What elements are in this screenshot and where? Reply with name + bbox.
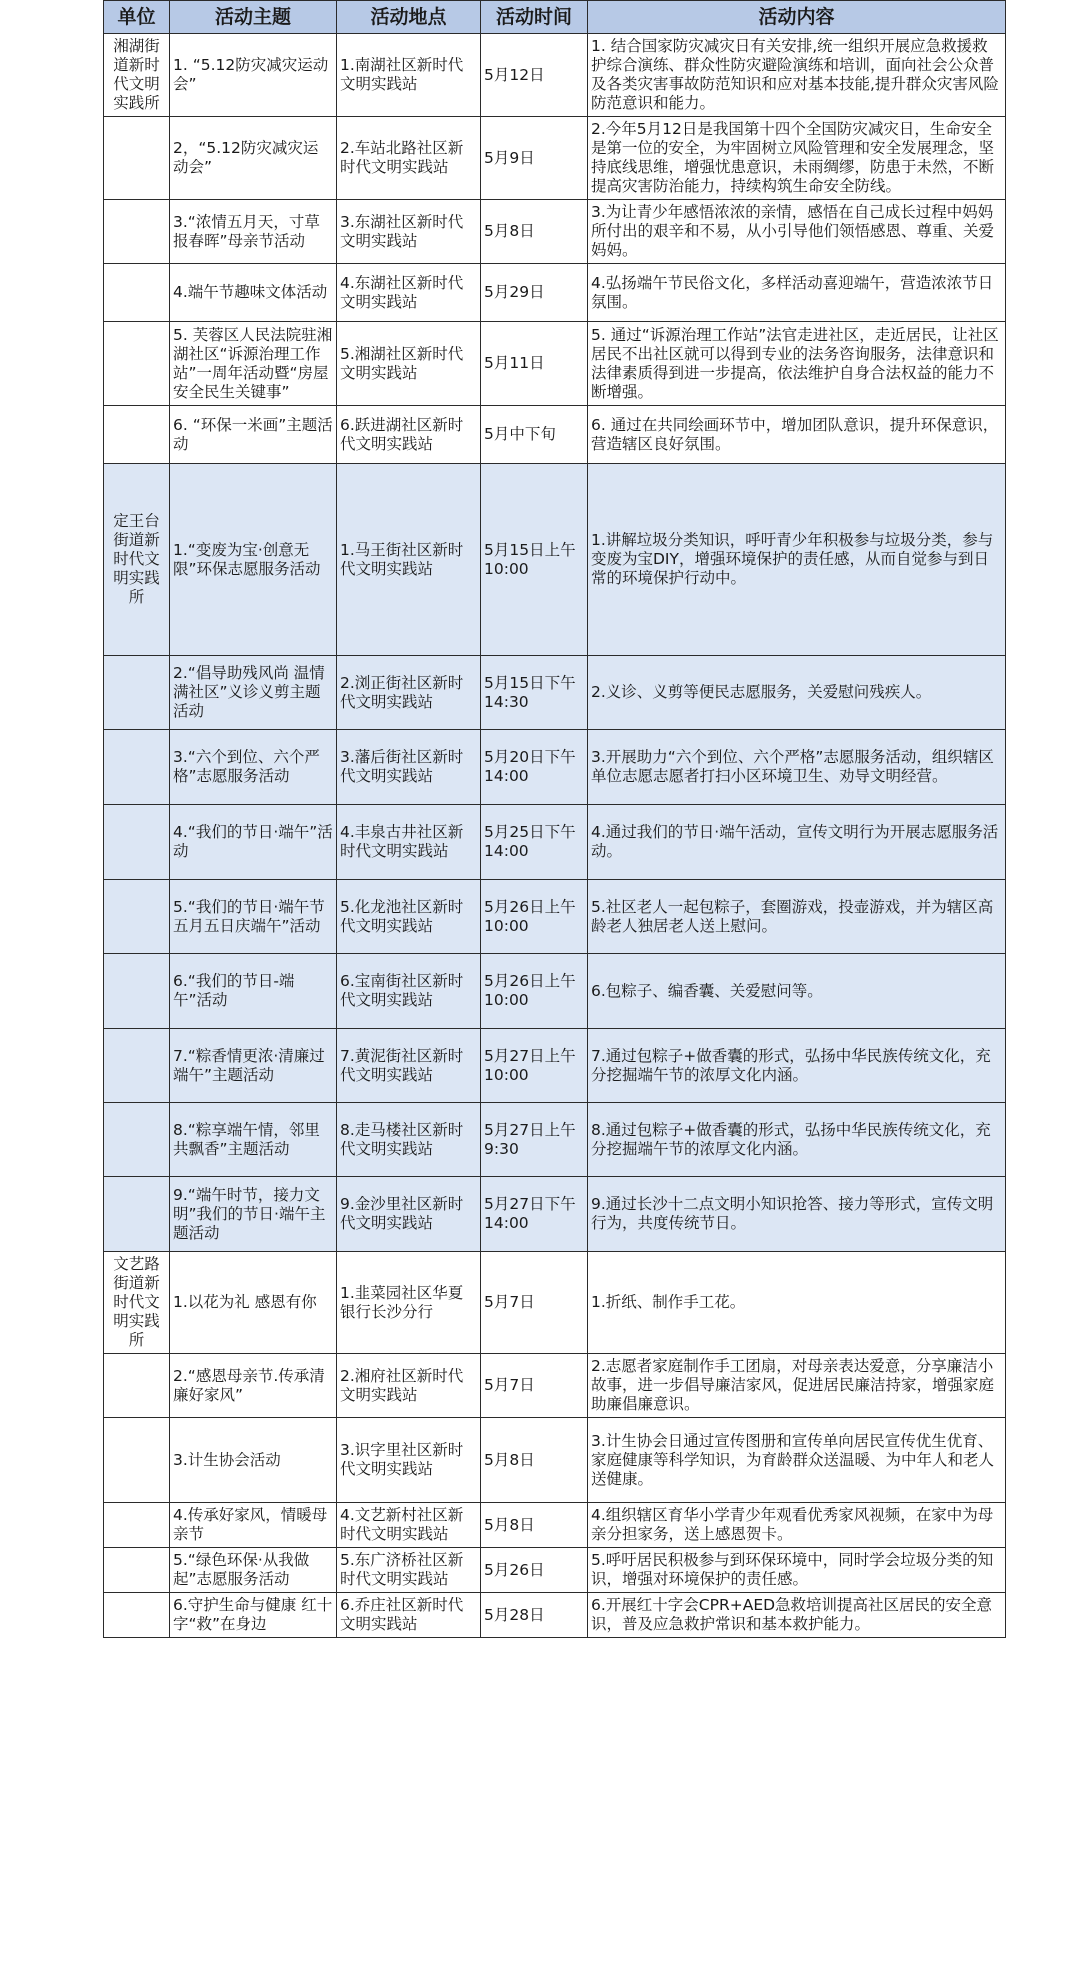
unit-cell <box>104 1548 170 1593</box>
activity-table <box>103 0 1006 1638</box>
time-cell: 5月20日下午14:00 <box>481 730 588 805</box>
place-cell: 2.湘府社区新时代文明实践站 <box>337 1354 481 1418</box>
content-cell: 6.包粽子、编香囊、关爱慰问等。 <box>588 954 1006 1029</box>
place-cell: 5.化龙池社区新时代文明实践站 <box>337 880 481 954</box>
time-cell: 5月26日 <box>481 1548 588 1593</box>
topic-cell: 3.“浓情五月天，寸草报春晖”母亲节活动 <box>170 200 337 264</box>
content-cell: 8.通过包粽子+做香囊的形式，弘扬中华民族传统文化，充分挖掘端午节的浓厚文化内涵。 <box>588 1103 1006 1177</box>
header-place: 活动地点 <box>337 1 481 34</box>
content-cell: 6. 通过在共同绘画环节中，增加团队意识，提升环保意识，营造辖区良好氛围。 <box>588 406 1006 464</box>
content-cell: 5.呼吁居民积极参与到环保环境中，同时学会垃圾分类的知识，增强对环境保护的责任感。 <box>588 1548 1006 1593</box>
unit-cell <box>104 1103 170 1177</box>
header-time: 活动时间 <box>481 1 588 34</box>
topic-cell: 5. 芙蓉区人民法院驻湘湖社区“诉源治理工作站”一周年活动暨“房屋安全民生关键事” <box>170 322 337 406</box>
table-row <box>104 117 1006 200</box>
topic-cell: 3.计生协会活动 <box>170 1418 337 1503</box>
content-cell: 6.开展红十字会CPR+AED急救培训提高社区居民的安全意识，普及应急救护常识和基本救护能力。 <box>588 1593 1006 1638</box>
unit-cell <box>104 1418 170 1503</box>
topic-cell: 6. “环保一米画”主题活动 <box>170 406 337 464</box>
content-cell: 3.为让青少年感悟浓浓的亲情，感悟在自己成长过程中妈妈所付出的艰辛和不易，从小引导他们领悟感恩、尊重、关爱妈妈。 <box>588 200 1006 264</box>
topic-cell: 6.守护生命与健康 红十字“救”在身边 <box>170 1593 337 1638</box>
time-cell: 5月7日 <box>481 1252 588 1354</box>
unit-cell: 湘湖街道新时代文明实践所 <box>104 34 170 117</box>
place-cell: 1.韭菜园社区华夏银行长沙分行 <box>337 1252 481 1354</box>
unit-cell <box>104 1593 170 1638</box>
content-cell: 2.今年5月12日是我国第十四个全国防灾减灾日，生命安全是第一位的安全，为牢固树立风险管理和安全发展理念，坚持底线思维，增强忧患意识，未雨绸缪，防患于未然，不断提高灾害防治能力，持续构筑生命安全防线。 <box>588 117 1006 200</box>
topic-cell: 9.“端午时节，接力文明”我们的节日·端午主题活动 <box>170 1177 337 1252</box>
topic-cell: 6.“我们的节日-端午”活动 <box>170 954 337 1029</box>
table-row <box>104 954 1006 1029</box>
content-cell: 2.志愿者家庭制作手工团扇，对母亲表达爱意，分享廉洁小故事，进一步倡导廉洁家风，促进居民廉洁持家，增强家庭助廉倡廉意识。 <box>588 1354 1006 1418</box>
table-row <box>104 880 1006 954</box>
time-cell: 5月7日 <box>481 1354 588 1418</box>
content-cell: 3.计生协会日通过宣传图册和宣传单向居民宣传优生优育、家庭健康等科学知识，为育龄群众送温暖、为中年人和老人送健康。 <box>588 1418 1006 1503</box>
unit-cell <box>104 656 170 730</box>
place-cell: 2.浏正街社区新时代文明实践站 <box>337 656 481 730</box>
topic-cell: 4.“我们的节日·端午”活动 <box>170 805 337 880</box>
table-row <box>104 1103 1006 1177</box>
table-row <box>104 406 1006 464</box>
table-row <box>104 656 1006 730</box>
time-cell: 5月12日 <box>481 34 588 117</box>
content-cell: 5. 通过“诉源治理工作站”法官走进社区，走近居民，让社区居民不出社区就可以得到专业的法务咨询服务，法律意识和法律素质得到进一步提高，依法维护自身合法权益的能力不断增强。 <box>588 322 1006 406</box>
table-row <box>104 1177 1006 1252</box>
topic-cell: 2.“感恩母亲节.传承清廉好家风” <box>170 1354 337 1418</box>
topic-cell: 2，“5.12防灾减灾运动会” <box>170 117 337 200</box>
content-cell: 7.通过包粽子+做香囊的形式，弘扬中华民族传统文化，充分挖掘端午节的浓厚文化内涵。 <box>588 1029 1006 1103</box>
place-cell: 3.识字里社区新时代文明实践站 <box>337 1418 481 1503</box>
content-cell: 5.社区老人一起包粽子，套圈游戏，投壶游戏，并为辖区高龄老人独居老人送上慰问。 <box>588 880 1006 954</box>
unit-cell <box>104 1503 170 1548</box>
unit-cell <box>104 880 170 954</box>
unit-cell <box>104 200 170 264</box>
unit-cell <box>104 954 170 1029</box>
time-cell: 5月9日 <box>481 117 588 200</box>
content-cell: 4.组织辖区育华小学青少年观看优秀家风视频，在家中为母亲分担家务，送上感恩贺卡。 <box>588 1503 1006 1548</box>
topic-cell: 7.“粽香情更浓·清廉过端午”主题活动 <box>170 1029 337 1103</box>
time-cell: 5月26日上午10:00 <box>481 880 588 954</box>
time-cell: 5月11日 <box>481 322 588 406</box>
table-row <box>104 1029 1006 1103</box>
unit-cell <box>104 264 170 322</box>
table-row <box>104 34 1006 117</box>
time-cell: 5月15日下午14:30 <box>481 656 588 730</box>
time-cell: 5月27日下午14:00 <box>481 1177 588 1252</box>
time-cell: 5月15日上午10:00 <box>481 464 588 656</box>
table-row <box>104 1503 1006 1548</box>
header-content: 活动内容 <box>588 1 1006 34</box>
unit-cell <box>104 1177 170 1252</box>
topic-cell: 4.传承好家风，情暖母亲节 <box>170 1503 337 1548</box>
table-row <box>104 1418 1006 1503</box>
table-row <box>104 730 1006 805</box>
unit-cell <box>104 1354 170 1418</box>
table-row <box>104 200 1006 264</box>
header-row <box>104 1 1006 34</box>
time-cell: 5月8日 <box>481 200 588 264</box>
topic-cell: 1.以花为礼 感恩有你 <box>170 1252 337 1354</box>
place-cell: 3.藩后街社区新时代文明实践站 <box>337 730 481 805</box>
topic-cell: 5.“绿色环保·从我做起”志愿服务活动 <box>170 1548 337 1593</box>
unit-cell <box>104 805 170 880</box>
table-row <box>104 805 1006 880</box>
place-cell: 9.金沙里社区新时代文明实践站 <box>337 1177 481 1252</box>
place-cell: 6.乔庄社区新时代文明实践站 <box>337 1593 481 1638</box>
unit-cell: 文艺路街道新时代文明实践所 <box>104 1252 170 1354</box>
time-cell: 5月28日 <box>481 1593 588 1638</box>
content-cell: 1.讲解垃圾分类知识，呼吁青少年积极参与垃圾分类，参与变废为宝DIY，增强环境保护的责任感，从而自觉参与到日常的环境保护行动中。 <box>588 464 1006 656</box>
topic-cell: 1.“变废为宝·创意无限”环保志愿服务活动 <box>170 464 337 656</box>
content-cell: 4.弘扬端午节民俗文化，多样活动喜迎端午，营造浓浓节日氛围。 <box>588 264 1006 322</box>
time-cell: 5月中下旬 <box>481 406 588 464</box>
topic-cell: 5.“我们的节日·端午节五月五日庆端午”活动 <box>170 880 337 954</box>
time-cell: 5月8日 <box>481 1418 588 1503</box>
content-cell: 3.开展助力“六个到位、六个严格”志愿服务活动，组织辖区单位志愿志愿者打扫小区环境卫生、劝导文明经营。 <box>588 730 1006 805</box>
place-cell: 4.东湖社区新时代文明实践站 <box>337 264 481 322</box>
place-cell: 5.东广济桥社区新时代文明实践站 <box>337 1548 481 1593</box>
topic-cell: 2.“倡导助残风尚 温情满社区”义诊义剪主题活动 <box>170 656 337 730</box>
table-row <box>104 1354 1006 1418</box>
content-cell: 9.通过长沙十二点文明小知识抢答、接力等形式，宣传文明行为，共度传统节日。 <box>588 1177 1006 1252</box>
table-row <box>104 1593 1006 1638</box>
place-cell: 8.走马楼社区新时代文明实践站 <box>337 1103 481 1177</box>
unit-cell <box>104 322 170 406</box>
unit-cell <box>104 730 170 805</box>
unit-cell <box>104 406 170 464</box>
topic-cell: 4.端午节趣味文体活动 <box>170 264 337 322</box>
place-cell: 6.跃进湖社区新时代文明实践站 <box>337 406 481 464</box>
time-cell: 5月29日 <box>481 264 588 322</box>
time-cell: 5月8日 <box>481 1503 588 1548</box>
content-cell: 2.义诊、义剪等便民志愿服务，关爱慰问残疾人。 <box>588 656 1006 730</box>
place-cell: 2.车站北路社区新时代文明实践站 <box>337 117 481 200</box>
table-row <box>104 464 1006 656</box>
unit-cell <box>104 117 170 200</box>
table-row <box>104 264 1006 322</box>
place-cell: 4.丰泉古井社区新时代文明实践站 <box>337 805 481 880</box>
header-topic: 活动主题 <box>170 1 337 34</box>
topic-cell: 8.“粽享端午情，邻里共飘香”主题活动 <box>170 1103 337 1177</box>
place-cell: 1.马王街社区新时代文明实践站 <box>337 464 481 656</box>
table-row <box>104 1252 1006 1354</box>
table-row <box>104 322 1006 406</box>
unit-cell <box>104 1029 170 1103</box>
place-cell: 3.东湖社区新时代文明实践站 <box>337 200 481 264</box>
topic-cell: 3.“六个到位、六个严格”志愿服务活动 <box>170 730 337 805</box>
content-cell: 1. 结合国家防灾减灾日有关安排,统一组织开展应急救援救护综合演练、群众性防灾避险演练和培训，面向社会公众普及各类灾害事故防范知识和应对基本技能,提升群众灾害风险防范意识和能力。 <box>588 34 1006 117</box>
time-cell: 5月26日上午10:00 <box>481 954 588 1029</box>
topic-cell: 1. “5.12防灾减灾运动会” <box>170 34 337 117</box>
header-unit: 单位 <box>104 1 170 34</box>
content-cell: 1.折纸、制作手工花。 <box>588 1252 1006 1354</box>
time-cell: 5月25日下午14:00 <box>481 805 588 880</box>
place-cell: 7.黄泥街社区新时代文明实践站 <box>337 1029 481 1103</box>
place-cell: 4.文艺新村社区新时代文明实践站 <box>337 1503 481 1548</box>
unit-cell: 定王台街道新时代文明实践所 <box>104 464 170 656</box>
table-row <box>104 1548 1006 1593</box>
time-cell: 5月27日上午10:00 <box>481 1029 588 1103</box>
content-cell: 4.通过我们的节日·端午活动，宣传文明行为开展志愿服务活动。 <box>588 805 1006 880</box>
place-cell: 6.宝南街社区新时代文明实践站 <box>337 954 481 1029</box>
place-cell: 1.南湖社区新时代文明实践站 <box>337 34 481 117</box>
time-cell: 5月27日上午9:30 <box>481 1103 588 1177</box>
place-cell: 5.湘湖社区新时代文明实践站 <box>337 322 481 406</box>
